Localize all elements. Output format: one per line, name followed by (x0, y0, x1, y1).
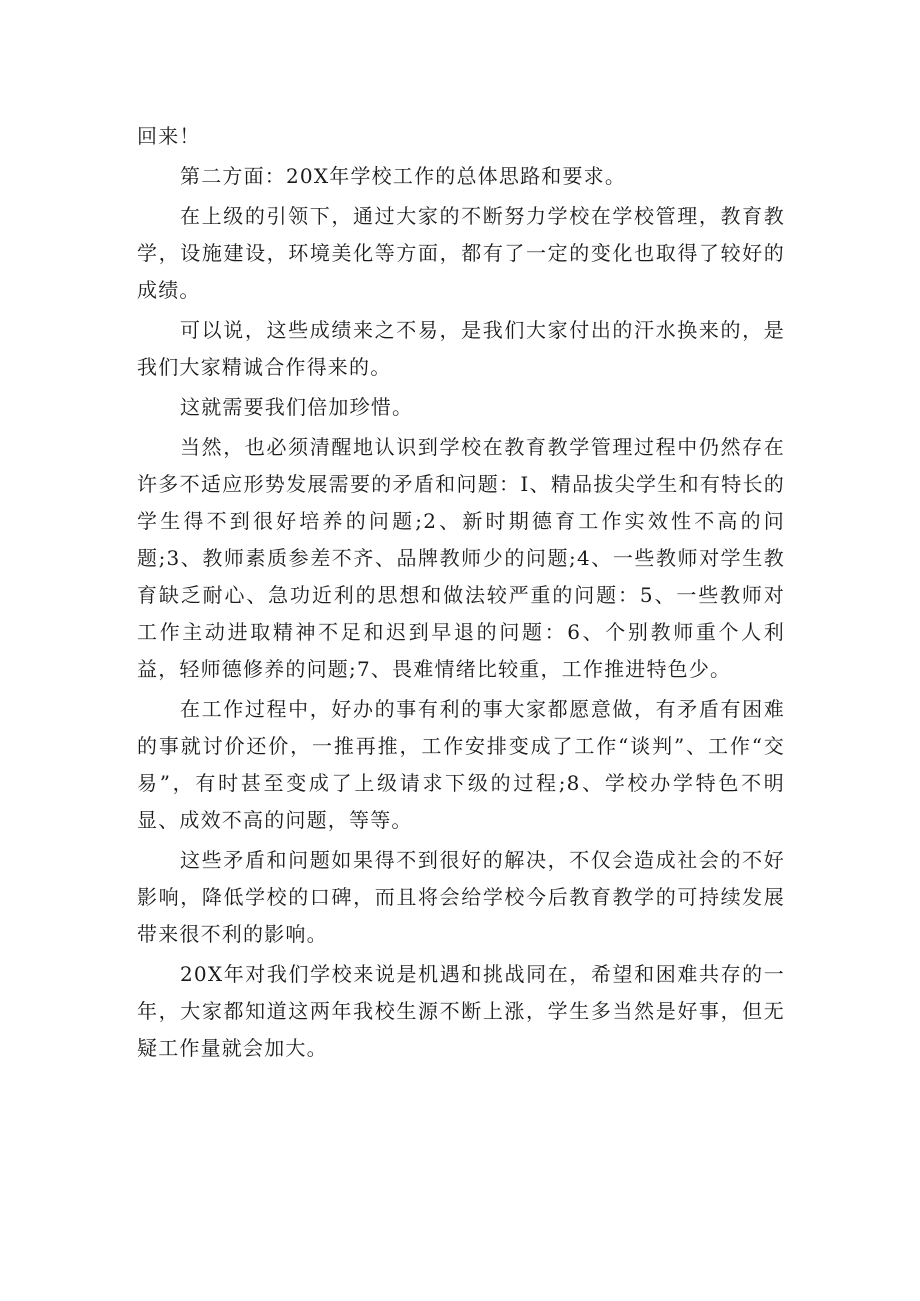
paragraph: 20X年对我们学校来说是机遇和挑战同在，希望和困难共存的一年，大家都知道这两年我校生源不断上涨，学生多当然是好事，但无疑工作量就会加大。 (137, 962, 785, 1060)
paragraph: 在上级的引领下，通过大家的不断努力学校在学校管理，教育教学，设施建设，环境美化等方面，都有了一定的变化也取得了较好的成绩。 (137, 204, 785, 302)
paragraph-problem-list: 当然，也必须清醒地认识到学校在教育教学管理过程中仍然存在许多不适应形势发展需要的矛盾和问题：I、精品拔尖学生和有特长的学生得不到很好培养的问题;2、新时期德育工作实效性不高的问题;3、教师素质参差不齐、品牌教师少的问题;4、一些教师对学生教育缺乏耐心、急功近利的思想和做法较严重的问题：5、一些教师对工作主动进取精神不足和迟到早退的问题：6、个别教师重个人利益，轻师德修养的问题;7、畏难情绪比较重，工作推进特色少。 (137, 435, 785, 681)
paragraph: 这些矛盾和问题如果得不到很好的解决，不仅会造成社会的不好影响，降低学校的口碑，而且将会给学校今后教育教学的可持续发展带来很不利的影响。 (137, 848, 785, 946)
paragraph: 在工作过程中，好办的事有利的事大家都愿意做，有矛盾有困难的事就讨价还价，一推再推，工作安排变成了工作“谈判”、工作“交易”，有时甚至变成了上级请求下级的过程;8、学校办学特色不明显、成效不高的问题，等等。 (137, 697, 785, 832)
paragraph-section-heading: 第二方面：20X年学校工作的总体思路和要求。 (180, 164, 627, 188)
document-body (137, 118, 785, 1070)
paragraph: 这就需要我们倍加珍惜。 (180, 395, 414, 419)
paragraph: 可以说，这些成绩来之不易，是我们大家付出的汗水换来的，是我们大家精诚合作得来的。 (137, 318, 785, 379)
paragraph-continuation: 回来！ (137, 124, 201, 148)
